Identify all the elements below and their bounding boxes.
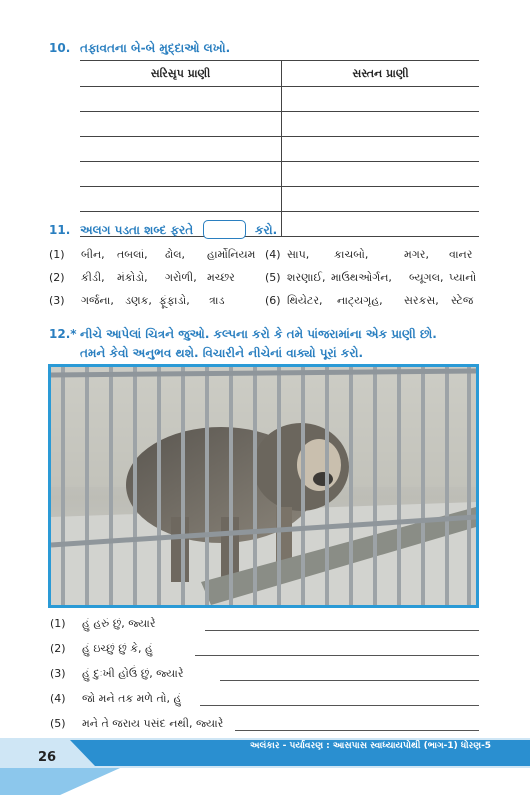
item-number: (2) xyxy=(50,642,66,655)
word[interactable]: હાર્મોનિયમ xyxy=(207,248,256,261)
circle-answer-box xyxy=(203,220,246,239)
table-row xyxy=(80,87,479,112)
word[interactable]: ગરોળી, xyxy=(165,271,197,284)
item-number: (4) xyxy=(50,692,66,705)
page-number: 26 xyxy=(38,750,57,765)
mammal-cell[interactable] xyxy=(282,162,480,187)
caged-lion-photo xyxy=(48,364,479,608)
item-number: (2) xyxy=(49,271,65,284)
item-number: (3) xyxy=(50,667,66,680)
table-row xyxy=(80,162,479,187)
answer-line[interactable] xyxy=(220,680,479,681)
question-11-text: અલગ પડતા શબ્દ ફરતે xyxy=(80,223,194,237)
reptile-cell[interactable] xyxy=(80,162,282,187)
word[interactable]: મંકોડો, xyxy=(117,271,148,284)
word[interactable]: પ્યાનો xyxy=(449,271,477,284)
word[interactable]: નાટ્યગૃહ, xyxy=(337,294,383,307)
reptile-cell[interactable] xyxy=(80,187,282,212)
sentence-prompt: હું ઇચ્છું છું કે, હું xyxy=(82,642,153,655)
word[interactable]: સરકસ, xyxy=(404,294,439,307)
question-12-line-1: નીચે આપેલાં ચિત્રને જુઓ. કલ્પના કરો કે તમે પાંજરામાંના એક પ્રાણી છો. xyxy=(80,327,437,341)
mammal-cell[interactable] xyxy=(282,212,480,237)
word[interactable]: બ્યૂગલ, xyxy=(409,271,444,284)
question-10-number: 10. xyxy=(49,41,71,55)
word[interactable]: શરણાઈ, xyxy=(287,271,326,284)
word[interactable]: સાપ, xyxy=(287,248,310,261)
table-row xyxy=(80,187,479,212)
word[interactable]: ડણક, xyxy=(125,294,152,307)
item-number: (5) xyxy=(265,271,281,284)
footer-title: અલંકાર - પર્યાવરણ : આસપાસ સ્વાધ્યાયપોથી (ભાગ-1) ધોરણ-5 xyxy=(250,741,492,751)
word[interactable]: માઉથઓર્ગન, xyxy=(331,271,392,284)
mammal-cell[interactable] xyxy=(282,87,480,112)
mammal-cell[interactable] xyxy=(282,112,480,137)
word[interactable]: ફૂંફાડો, xyxy=(159,294,190,307)
word[interactable]: કાચબો, xyxy=(334,248,369,261)
word[interactable]: કીડી, xyxy=(81,271,105,284)
item-number: (6) xyxy=(265,294,281,307)
sentence-prompt: હું દુઃખી હોઉં છું, જ્યારે xyxy=(82,667,184,680)
word[interactable]: તબલાં, xyxy=(117,248,148,261)
question-12-line-2: તમને કેવો અનુભવ થશે. વિચારીને નીચેનાં વાક્યો પૂરાં કરો. xyxy=(80,346,364,360)
answer-line[interactable] xyxy=(205,630,479,631)
word[interactable]: ગર્જના, xyxy=(81,294,114,307)
item-number: (5) xyxy=(50,717,66,730)
header-reptile: સરિસૃપ પ્રાણી xyxy=(80,61,282,87)
comparison-table xyxy=(80,60,479,237)
item-number: (3) xyxy=(49,294,65,307)
question-12-number: 12.* xyxy=(49,327,77,341)
sentence-prompt: હું હરું છું, જ્યારે xyxy=(82,617,156,630)
word[interactable]: ઢોલ, xyxy=(165,248,186,261)
answer-line[interactable] xyxy=(195,655,479,656)
answer-line[interactable] xyxy=(235,730,479,731)
item-number: (1) xyxy=(50,617,66,630)
word[interactable]: ત્રાડ xyxy=(209,294,225,307)
word[interactable]: મચ્છર xyxy=(207,271,235,284)
word[interactable]: વાનર xyxy=(449,248,473,261)
word[interactable]: સ્ટેજ xyxy=(451,294,474,307)
reptile-cell[interactable] xyxy=(80,137,282,162)
caged-lion-illustration xyxy=(51,367,476,605)
header-mammal: સસ્તન પ્રાણી xyxy=(282,61,480,87)
reptile-cell[interactable] xyxy=(80,87,282,112)
sentence-prompt: જો મને તક મળે તો, હું xyxy=(82,692,182,705)
question-11-text-end: કરો. xyxy=(255,223,278,237)
table-row xyxy=(80,137,479,162)
reptile-cell[interactable] xyxy=(80,112,282,137)
item-number: (4) xyxy=(265,248,281,261)
word[interactable]: મગર, xyxy=(404,248,429,261)
mammal-cell[interactable] xyxy=(282,137,480,162)
sentence-prompt: મને તે જરાય પસંદ નથી, જ્યારે xyxy=(82,717,224,730)
word[interactable]: બીન, xyxy=(81,248,105,261)
mammal-cell[interactable] xyxy=(282,187,480,212)
table-row xyxy=(80,112,479,137)
question-11-number: 11. xyxy=(49,223,71,237)
word[interactable]: થિયેટર, xyxy=(287,294,323,307)
answer-line[interactable] xyxy=(200,705,479,706)
item-number: (1) xyxy=(49,248,65,261)
question-10-text: તફાવતના બે-બે મુદ્દાઓ લખો. xyxy=(80,41,231,55)
